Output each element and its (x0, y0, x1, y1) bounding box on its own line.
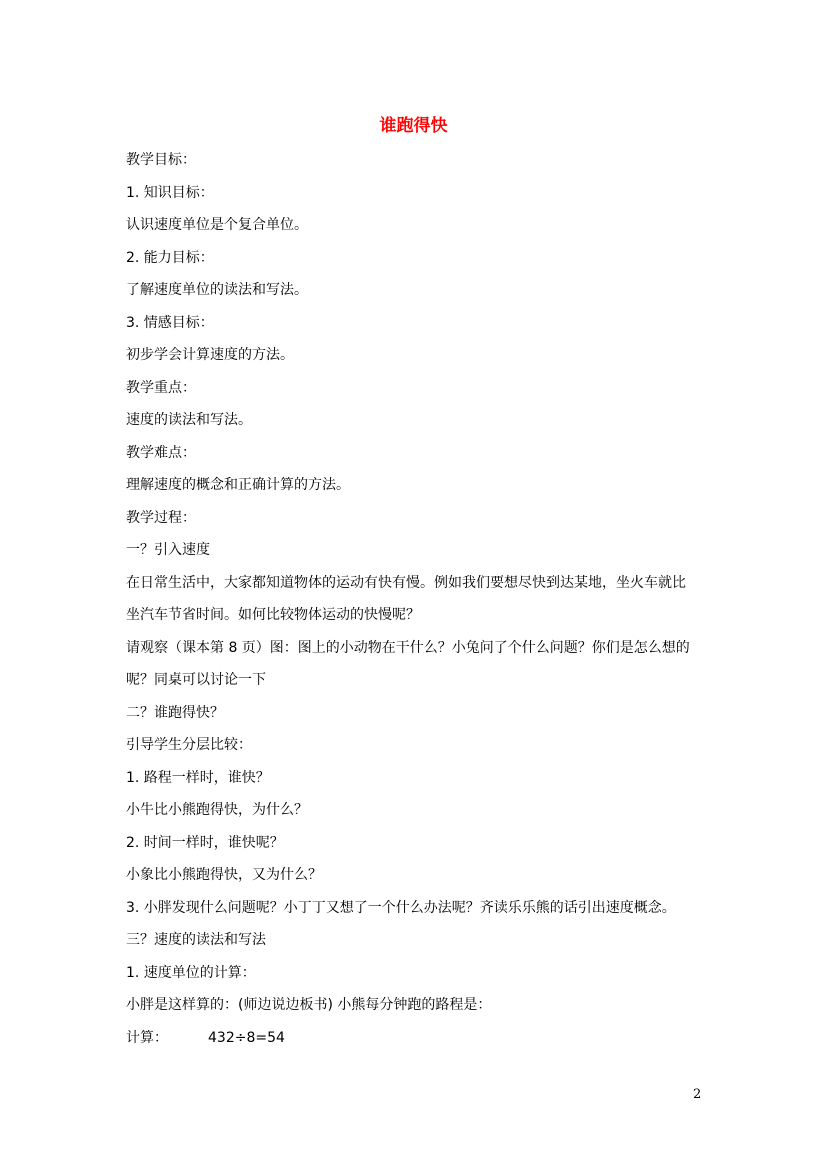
text-line: 在日常生活中，大家都知道物体的运动有快有慢。例如我们要想尽快到达某地，坐火车就比 (126, 575, 686, 591)
calculation-expression: 432÷8=54 (208, 1030, 285, 1046)
text-line: 请观察（课本第 8 页）图：图上的小动物在干什么？小兔问了个什么问题？你们是怎么想的 (126, 640, 690, 656)
text-line: 引导学生分层比较： (126, 737, 252, 753)
text-line: 坐汽车节省时间。如何比较物体运动的快慢呢？ (126, 607, 420, 623)
calculation-label: 计算： (126, 1030, 168, 1046)
text-line: 3. 情感目标： (126, 315, 214, 331)
text-line: 一？引入速度 (126, 542, 210, 558)
text-line: 1. 速度单位的计算： (126, 965, 256, 981)
text-line: 教学难点： (126, 445, 196, 461)
text-line: 2. 时间一样时，谁快呢？ (126, 835, 284, 851)
document-title: 谁跑得快 (379, 116, 448, 136)
text-line: 呢？同桌可以讨论一下 (126, 672, 266, 688)
text-line: 认识速度单位是个复合单位。 (126, 217, 308, 233)
page-number: 2 (693, 1087, 702, 1102)
text-line: 了解速度单位的读法和写法。 (126, 282, 308, 298)
text-line: 教学目标： (126, 152, 196, 168)
text-line: 2. 能力目标： (126, 250, 214, 266)
text-line: 三？速度的读法和写法 (126, 932, 266, 948)
text-line: 速度的读法和写法。 (126, 412, 252, 428)
text-line: 3. 小胖发现什么问题呢？小丁丁又想了一个什么办法呢？齐读乐乐熊的话引出速度概念。 (126, 900, 676, 916)
text-line: 二？谁跑得快？ (126, 705, 224, 721)
text-line: 1. 路程一样时，谁快？ (126, 770, 270, 786)
text-line: 初步学会计算速度的方法。 (126, 347, 294, 363)
text-line: 小象比小熊跑得快，又为什么？ (126, 867, 322, 883)
text-line: 1. 知识目标： (126, 185, 214, 201)
calculation-line (126, 1028, 285, 1048)
text-line: 教学过程： (126, 510, 196, 526)
text-line: 小胖是这样算的：(师边说边板书) 小熊每分钟跑的路程是： (126, 997, 492, 1013)
text-line: 理解速度的概念和正确计算的方法。 (126, 477, 350, 493)
text-line: 小牛比小熊跑得快，为什么？ (126, 802, 308, 818)
text-line: 教学重点： (126, 380, 196, 396)
